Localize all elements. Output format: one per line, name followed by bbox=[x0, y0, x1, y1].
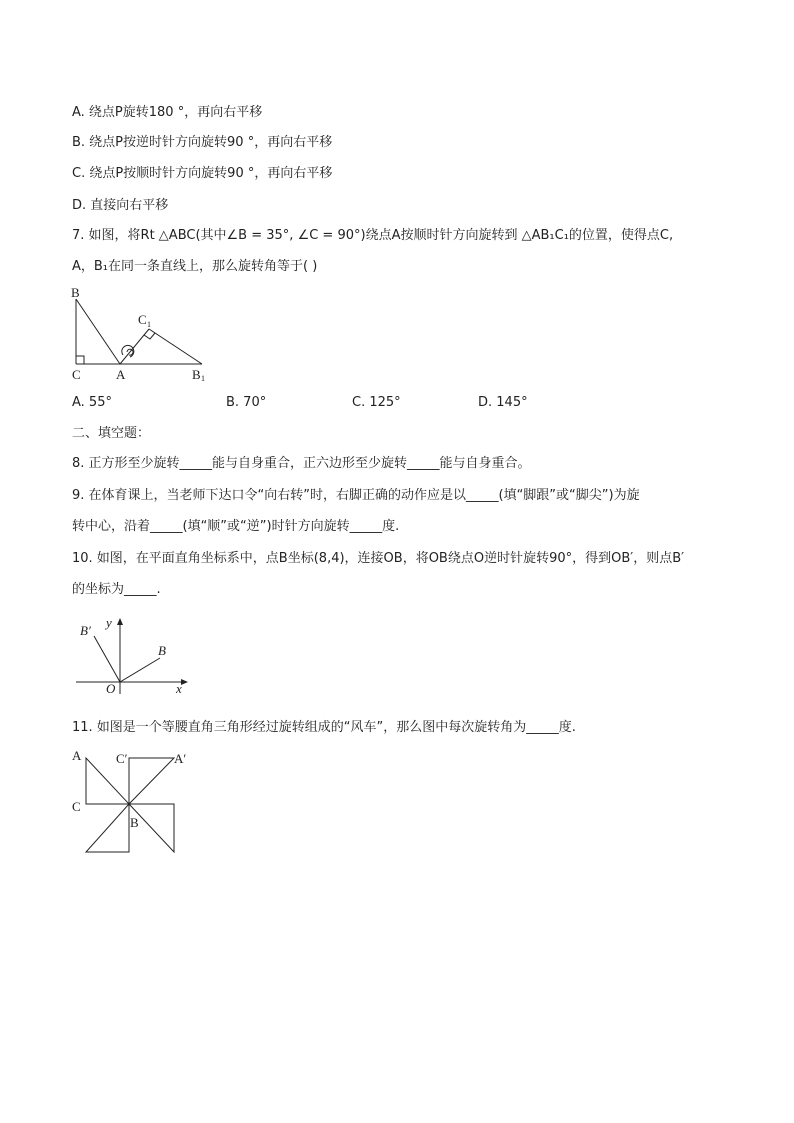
q11-label-b: B bbox=[130, 815, 139, 830]
option-c-q6: C. 绕点P按顺时针方向旋转90 °，再向右平移 bbox=[72, 166, 333, 181]
q9-stem-line2: 转中心，沿着_____(填“顺”或“逆”)时针方向旋转_____度. bbox=[72, 519, 400, 534]
q11-figure bbox=[70, 746, 200, 858]
q7-figure bbox=[68, 285, 218, 385]
q8-stem: 8. 正方形至少旋转_____能与自身重合，正六边形至少旋转_____能与自身重合。 bbox=[72, 456, 531, 471]
q7-label-b: B bbox=[71, 285, 80, 300]
q7-label-a: A bbox=[116, 367, 126, 382]
q11-label-aprime: A′ bbox=[174, 751, 187, 766]
q7-label-c1-sub: 1 bbox=[147, 320, 151, 329]
q7-choice-a: A. 55° bbox=[72, 395, 112, 410]
q11-stem-line1: 11. 如图是一个等腰直角三角形经过旋转组成的“风车”，那么图中每次旋转角为_____度. bbox=[72, 720, 576, 735]
option-a-q6: A. 绕点P旋转180 °，再向右平移 bbox=[72, 105, 263, 120]
q7-label-c1: C bbox=[138, 312, 147, 327]
q11-label-a: A bbox=[72, 748, 82, 763]
q7-stem-line2: A，B₁在同一条直线上，那么旋转角等于( ) bbox=[72, 259, 318, 274]
option-b-q6: B. 绕点P按逆时针方向旋转90 °，再向右平移 bbox=[72, 135, 333, 150]
q11-label-cprime: C′ bbox=[116, 751, 128, 766]
section-heading: 二、填空题： bbox=[72, 426, 151, 441]
q7-label-c: C bbox=[72, 367, 81, 382]
q10-label-y: y bbox=[106, 615, 112, 630]
q7-choice-b: B. 70° bbox=[226, 395, 267, 410]
q10-label-x: x bbox=[176, 681, 182, 696]
q7-choice-c: C. 125° bbox=[352, 395, 401, 410]
q10-figure bbox=[72, 614, 192, 698]
q10-stem-line2: 的坐标为_____. bbox=[72, 582, 161, 597]
q10-label-bprime: B′ bbox=[80, 623, 91, 638]
q7-label-b1-sub: 1 bbox=[201, 374, 205, 383]
q10-label-o: O bbox=[106, 681, 116, 696]
q10-stem-line1: 10. 如图，在平面直角坐标系中，点B坐标(8,4)，连接OB，将OB绕点O逆时针旋转90°，得到OB′，则点B′ bbox=[72, 551, 685, 566]
q10-label-b: B bbox=[158, 643, 166, 658]
q7-label-b1: B bbox=[192, 367, 201, 382]
q7-choice-d: D. 145° bbox=[478, 395, 528, 410]
q11-label-c: C bbox=[72, 799, 81, 814]
q9-stem-line1: 9. 在体育课上，当老师下达口令“向右转”时，右脚正确的动作应是以_____(填“脚跟”或“脚尖”)为旋 bbox=[72, 488, 640, 503]
option-d-q6: D. 直接向右平移 bbox=[72, 198, 169, 213]
q7-stem-line1: 7. 如图，将Rt △ABC(其中∠B = 35°, ∠C = 90°)绕点A按顺时针方向旋转到 △AB₁C₁的位置，使得点C, bbox=[72, 228, 674, 243]
